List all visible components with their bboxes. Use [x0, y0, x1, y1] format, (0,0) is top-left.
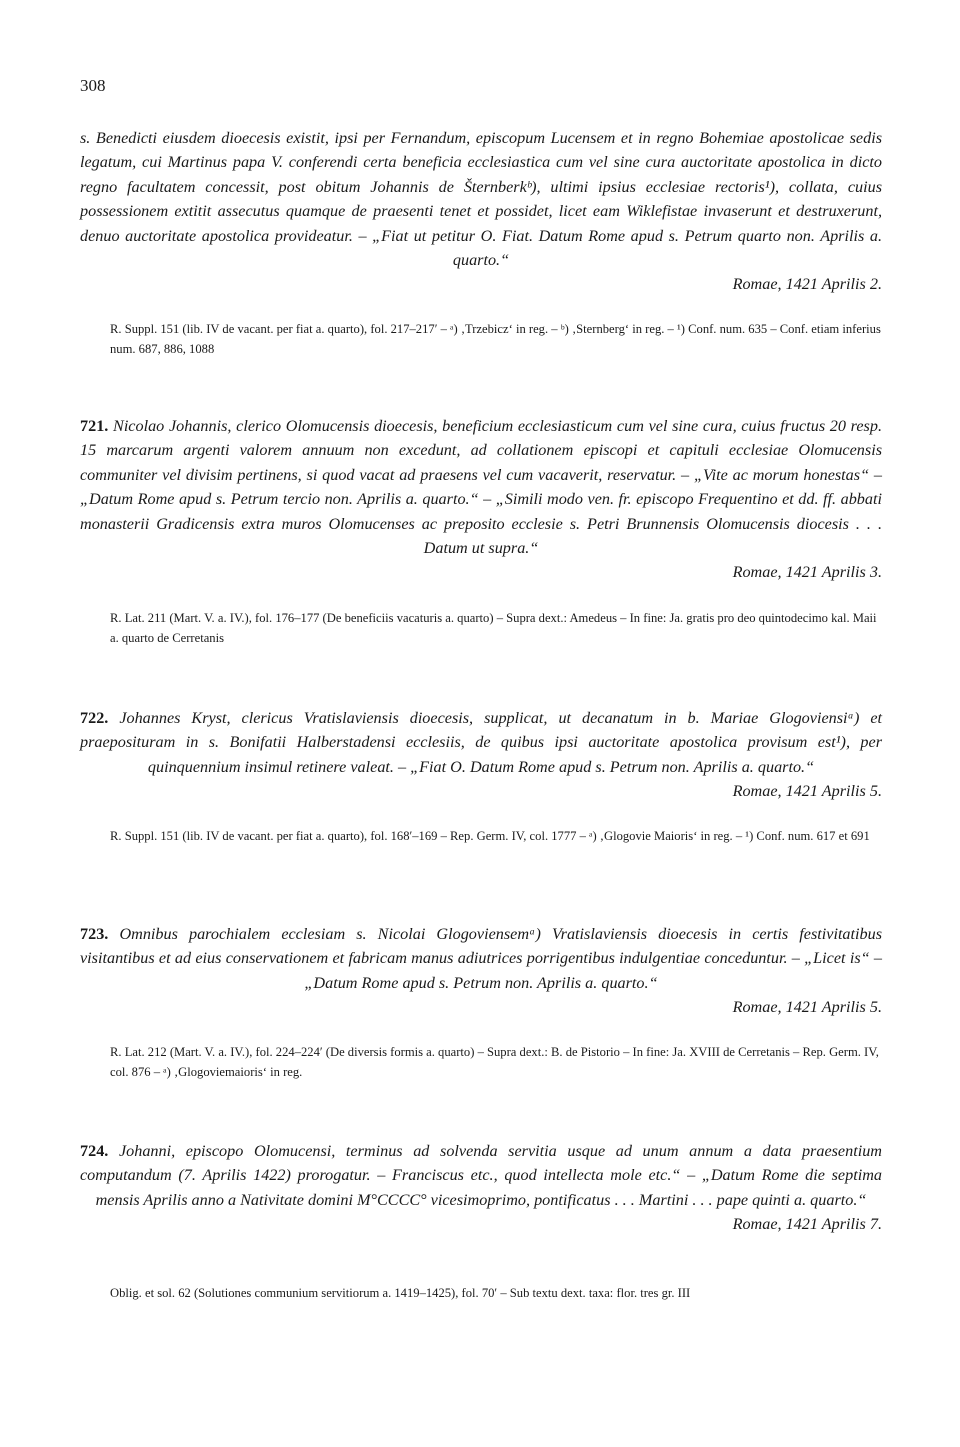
entry-note	[80, 827, 882, 847]
note-text: R. Suppl. 151 (lib. IV de vacant. per fiat a. quarto), fol. 217–217′ – ᵃ) ‚Trzebicz‘ in reg. – ᵇ) ‚Sternberg‘ in reg. – ¹) Conf. num. 635 – Conf. etiam inferius num. 687, 886, 1088	[110, 322, 881, 356]
entry-note	[80, 1043, 882, 1082]
entry-number: 723.	[80, 925, 109, 943]
entry-text	[80, 1139, 882, 1212]
entry-number: 722.	[80, 709, 109, 727]
entry-continuation	[80, 126, 882, 297]
entry-date: Romae, 1421 Aprilis 3.	[732, 563, 882, 582]
entry-note	[80, 320, 882, 359]
entry-note	[80, 609, 882, 648]
entry-body: Johannes Kryst, clericus Vratislaviensis dioecesis, supplicat, ut decanatum in b. Mariae Glogoviensiᵃ) et praeposituram in s. Bonifatii Halberstadensi ecclesiis, de quibus ipsi auctoritate apostolica provisum est¹), per quinquennium insimul retinere valeat. – „Fiat O. Datum Rome apud s. Petrum non. Aprilis a. quarto.“	[80, 709, 883, 776]
note-text: Oblig. et sol. 62 (Solutiones communium servitiorum a. 1419–1425), fol. 70′ – Sub textu dext. taxa: flor. tres gr. III	[110, 1286, 691, 1300]
entry-body: Nicolao Johannis, clerico Olomucensis dioecesis, beneficium ecclesiasticum cum vel sine cura, cuius fructus 20 resp. 15 marcarum argenti valorem annuum non excedunt, ad collationem episcopi et capituli ecclesiae Olomucensis communiter vel divisim pertinens, si quod vacat ad praesens vel cum vacaverit, reservatur. – „Vite ac morum honestas“ – „Datum Rome apud s. Petrum tercio non. Aprilis a. quarto.“ – „Simili modo ven. fr. episcopo Frequentino et dd. ff. abbati monasterii Gradicensis extra muros Olomucenses ac preposito ecclesie s. Petri Brunnensis Olomucensis diocesis . . . Datum ut supra.“	[80, 417, 883, 558]
entry-723	[80, 922, 882, 1020]
entry-number: 721.	[80, 417, 109, 435]
entry-text: s. Benedicti eiusdem dioecesis existit, ipsi per Fernandum, episcopum Lucensem et in regno Bohemiae apostolicae sedis legatum, cui Martinus papa V. conferendi certa beneficia ecclesiastica cum vel sine cura auctoritate apostolica in dicto regno facultatem concessit, post obitum Johannis de Šternberkᵇ), ultimi ipsius ecclesiae rectoris¹), collata, cuius possessionem extitit assecutus quamque de praesenti tenet et possidet, licet eam Wiklefistae invaserunt et destruxerunt, denuo auctoritate apostolica provideatur. – „Fiat ut petitur O. Fiat. Datum Rome apud s. Petrum quarto non. Aprilis a. quarto.“	[80, 129, 882, 270]
entry-date: Romae, 1421 Aprilis 2.	[732, 275, 882, 294]
entry-date: Romae, 1421 Aprilis 5.	[732, 998, 882, 1017]
entry-body: Omnibus parochialem ecclesiam s. Nicolai Glogoviensemᵃ) Vratislaviensis dioecesis in certis festivitatibus visitantibus et ad eius conservationem et fabricam manus adiutrices porrigentibus indulgentiae conceduntur. – „Licet is“ – „Datum Rome apud s. Petrum non. Aprilis a. quarto.“	[80, 925, 883, 992]
note-text: R. Lat. 212 (Mart. V. a. IV.), fol. 224–224′ (De diversis formis a. quarto) – Supra dext.: B. de Pistorio – In fine: Ja. XVIII de Cerretanis – Rep. Germ. IV, col. 876 – ᵃ) ‚Glogoviemaioris‘ in reg.	[110, 1045, 879, 1079]
entry-724	[80, 1139, 882, 1237]
entry-722	[80, 706, 882, 804]
entry-date: Romae, 1421 Aprilis 5.	[732, 782, 882, 801]
note-text: R. Lat. 211 (Mart. V. a. IV.), fol. 176–177 (De beneficiis vacaturis a. quarto) – Supra dext.: Amedeus – In fine: Ja. gratis pro deo quintodecimo kal. Maii a. quarto de Cerretanis	[110, 611, 877, 645]
entry-date: Romae, 1421 Aprilis 7.	[732, 1215, 882, 1234]
entry-body: Johanni, episcopo Olomucensi, terminus ad solvenda servitia usque ad unum annum a data praesentium computandum (7. Aprilis 1422) prorogatur. – Franciscus etc., quod intellecta mole etc.“ – „Datum Rome die septima mensis Aprilis anno a Nativitate domini M°CCCC° vicesimoprimo, pontificatus . . . Martini . . . pape quinti a. quarto.“	[80, 1142, 882, 1209]
entry-text	[80, 706, 882, 779]
entry-note	[80, 1284, 882, 1304]
note-text: R. Suppl. 151 (lib. IV de vacant. per fiat a. quarto), fol. 168′–169 – Rep. Germ. IV, col. 1777 – ᵃ) ‚Glogovie Maioris‘ in reg. – ¹) Conf. num. 617 et 691	[110, 829, 870, 843]
page-number: 308	[80, 76, 106, 95]
entry-number: 724.	[80, 1142, 109, 1160]
entry-721	[80, 414, 882, 585]
entry-text	[80, 922, 882, 995]
entry-text	[80, 414, 882, 560]
